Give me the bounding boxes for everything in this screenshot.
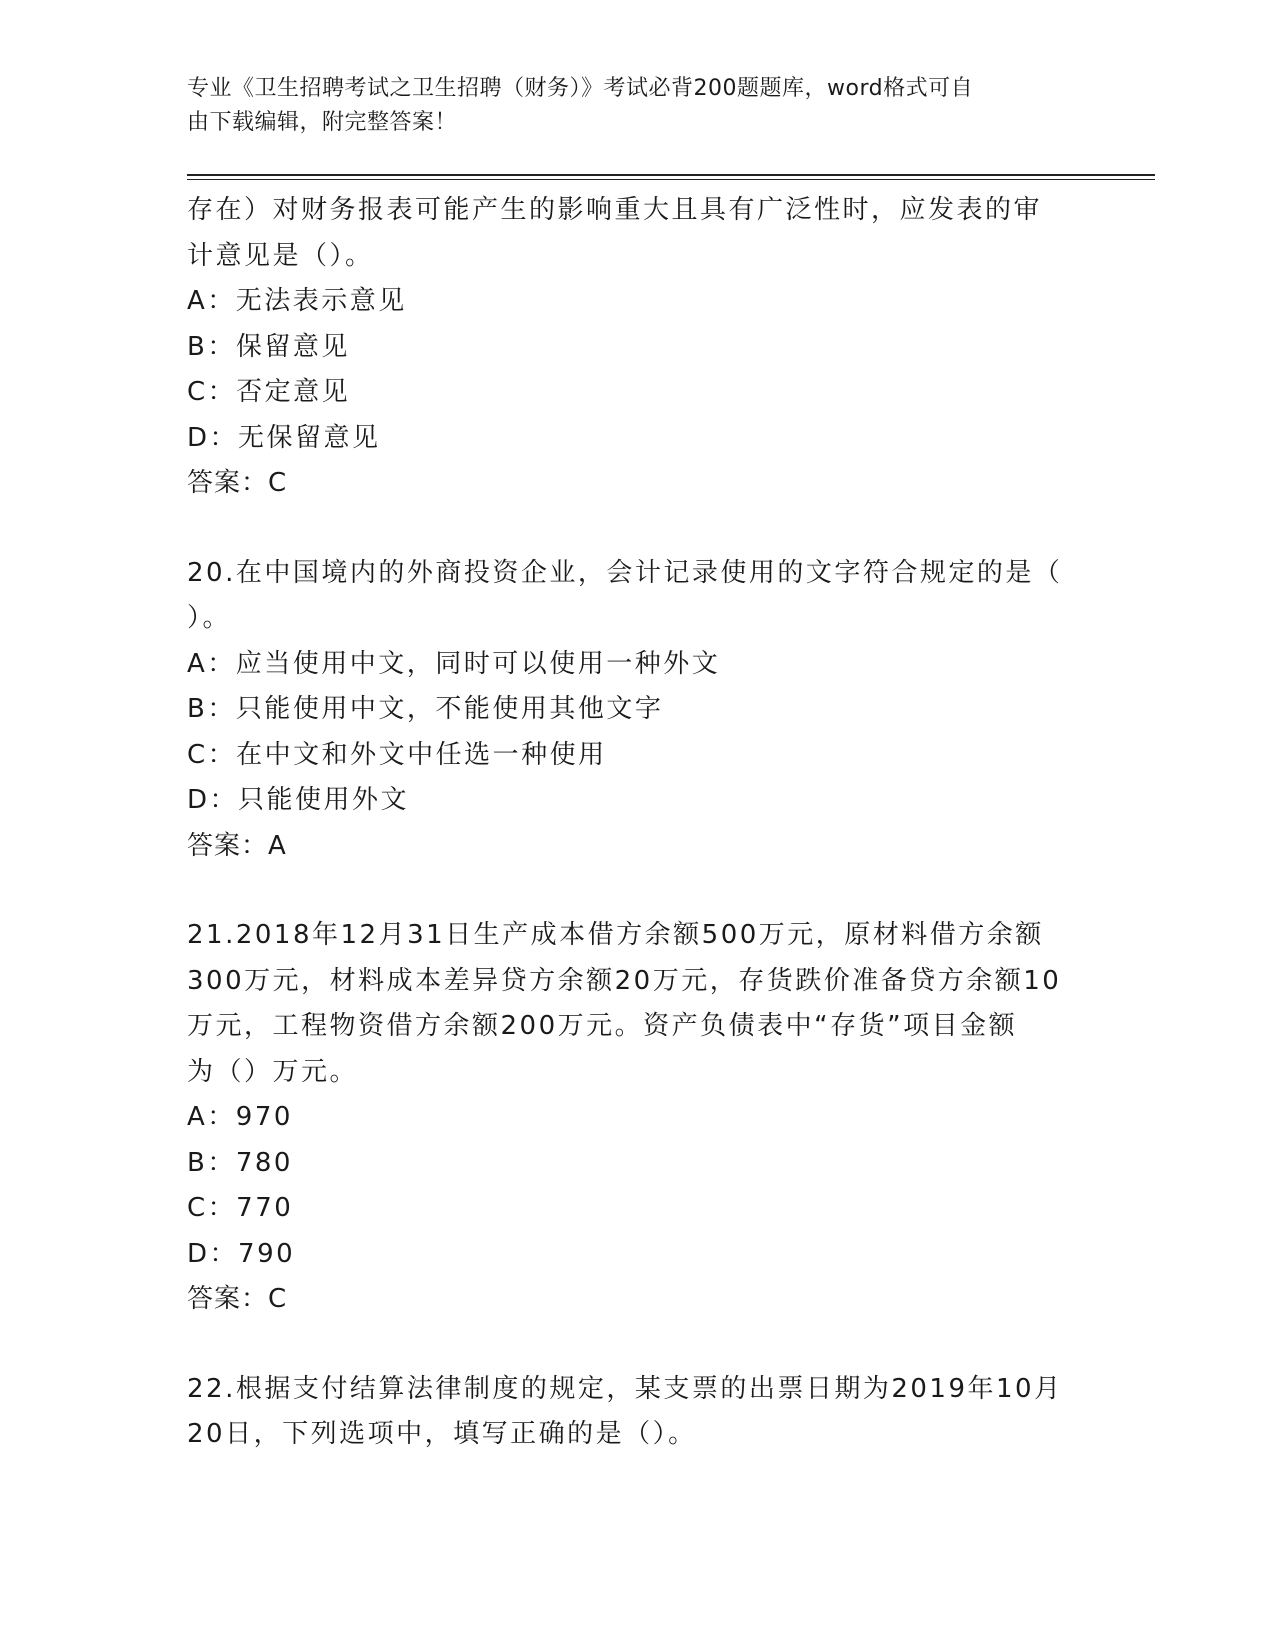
document-header xyxy=(187,72,1057,140)
answer-label: 答案：C xyxy=(187,1284,288,1314)
question-stem-line: 存在）对财务报表可能产生的影响重大且具有广泛性时，应发表的审 xyxy=(187,195,1043,225)
question-21 xyxy=(187,913,1062,1323)
option-d: D：790 xyxy=(187,1238,296,1269)
question-list xyxy=(187,188,1063,1458)
header-line-1: 专业《卫生招聘考试之卫生招聘（财务）》考试必背200题题库，word格式可自 xyxy=(187,76,974,101)
option-b: B：保留意见 xyxy=(187,331,350,362)
header-divider xyxy=(187,174,1155,180)
question-stem-line: 计意见是（）。 xyxy=(187,240,374,271)
option-d: D：只能使用外文 xyxy=(187,785,410,815)
question-stem-line: ）。 xyxy=(187,603,232,633)
answer-label: 答案：A xyxy=(187,830,287,861)
question-stem-line: 20日，下列选项中，填写正确的是（）。 xyxy=(187,1419,697,1449)
option-b: B：780 xyxy=(187,1147,293,1178)
question-stem-line: 为（）万元。 xyxy=(187,1056,359,1087)
question-stem-line: 300万元，材料成本差异贷方余额20万元，存货跌价准备贷方余额10 xyxy=(187,965,1062,996)
option-c: C：770 xyxy=(187,1193,294,1223)
question-stem-line: 万元，工程物资借方余额200万元。资产负债表中“存货”项目金额 xyxy=(187,1011,1018,1041)
header-line-2: 由下载编辑，附完整答案！ xyxy=(187,110,458,135)
question-stem-line: 21.2018年12月31日生产成本借方余额500万元，原材料借方余额 xyxy=(187,920,1044,950)
option-a: A：970 xyxy=(187,1102,293,1132)
question-20 xyxy=(187,551,1063,870)
option-b: B：只能使用中文，不能使用其他文字 xyxy=(187,694,664,724)
question-stem-line: 22.根据支付结算法律制度的规定，某支票的出票日期为2019年10月 xyxy=(187,1373,1063,1404)
question-stem-line: 20.在中国境内的外商投资企业，会计记录使用的文字符合规定的是（ xyxy=(187,557,1063,588)
option-a: A：应当使用中文，同时可以使用一种外文 xyxy=(187,648,721,679)
question-19 xyxy=(187,188,1057,507)
option-a: A：无法表示意见 xyxy=(187,286,407,316)
question-22 xyxy=(187,1367,1063,1458)
option-d: D：无保留意见 xyxy=(187,422,381,453)
option-c: C：在中文和外文中任选一种使用 xyxy=(187,739,607,770)
answer-label: 答案：C xyxy=(187,468,288,498)
option-c: C：否定意见 xyxy=(187,377,351,407)
